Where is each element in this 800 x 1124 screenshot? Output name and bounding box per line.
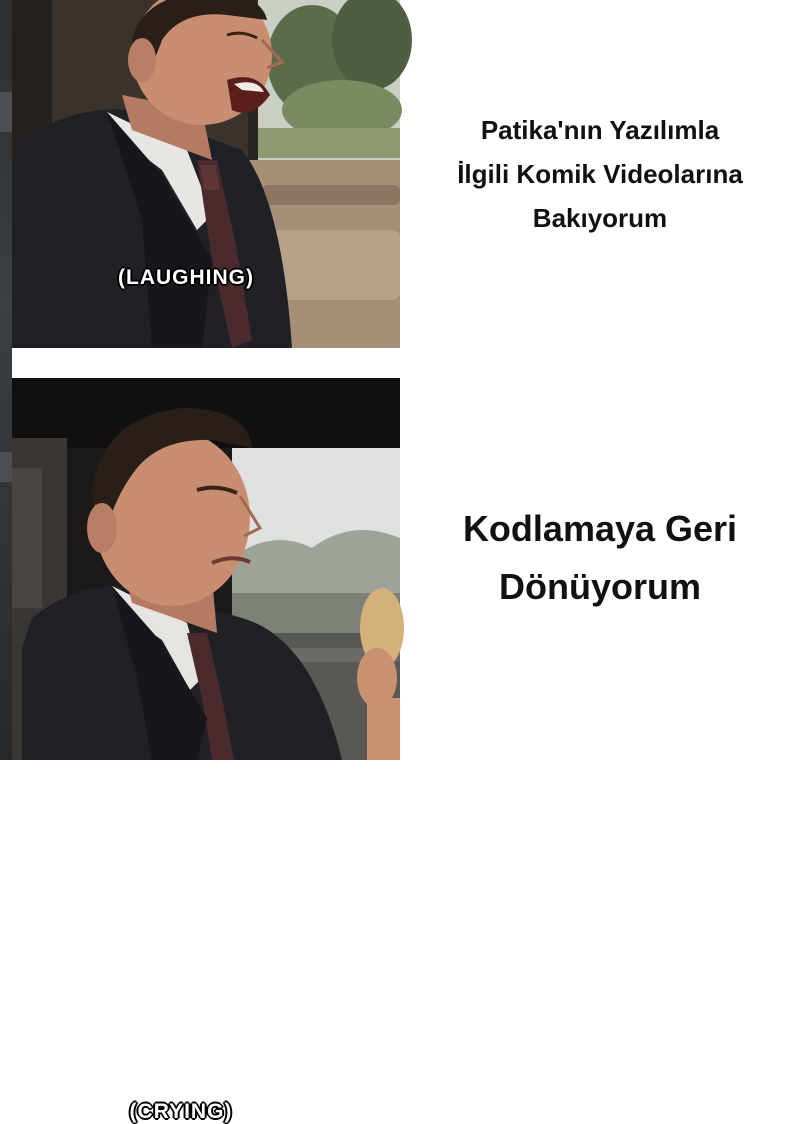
crying-caption: (CRYING) (129, 1100, 233, 1123)
top-meme-text (400, 108, 800, 240)
bottom-text-line: Dönüyorum (499, 566, 701, 607)
edge-fragment (0, 452, 12, 482)
crying-man-illustration (12, 378, 400, 760)
panel-divider (12, 348, 400, 378)
laughing-caption: (LAUGHING) (118, 266, 254, 289)
laughing-image-panel (12, 0, 400, 348)
top-text-line: Bakıyorum (532, 203, 668, 233)
bottom-text-line: Kodlamaya Geri (462, 508, 738, 549)
top-text-line: Patika'nın Yazılımla (480, 115, 720, 145)
left-edge-strip (0, 0, 12, 760)
top-text-line: İlgili Komik Videolarına (457, 159, 743, 189)
crying-image-panel (12, 378, 400, 1123)
laughing-man-illustration (12, 0, 400, 348)
edge-fragment (0, 92, 12, 132)
bottom-meme-text (400, 500, 800, 616)
